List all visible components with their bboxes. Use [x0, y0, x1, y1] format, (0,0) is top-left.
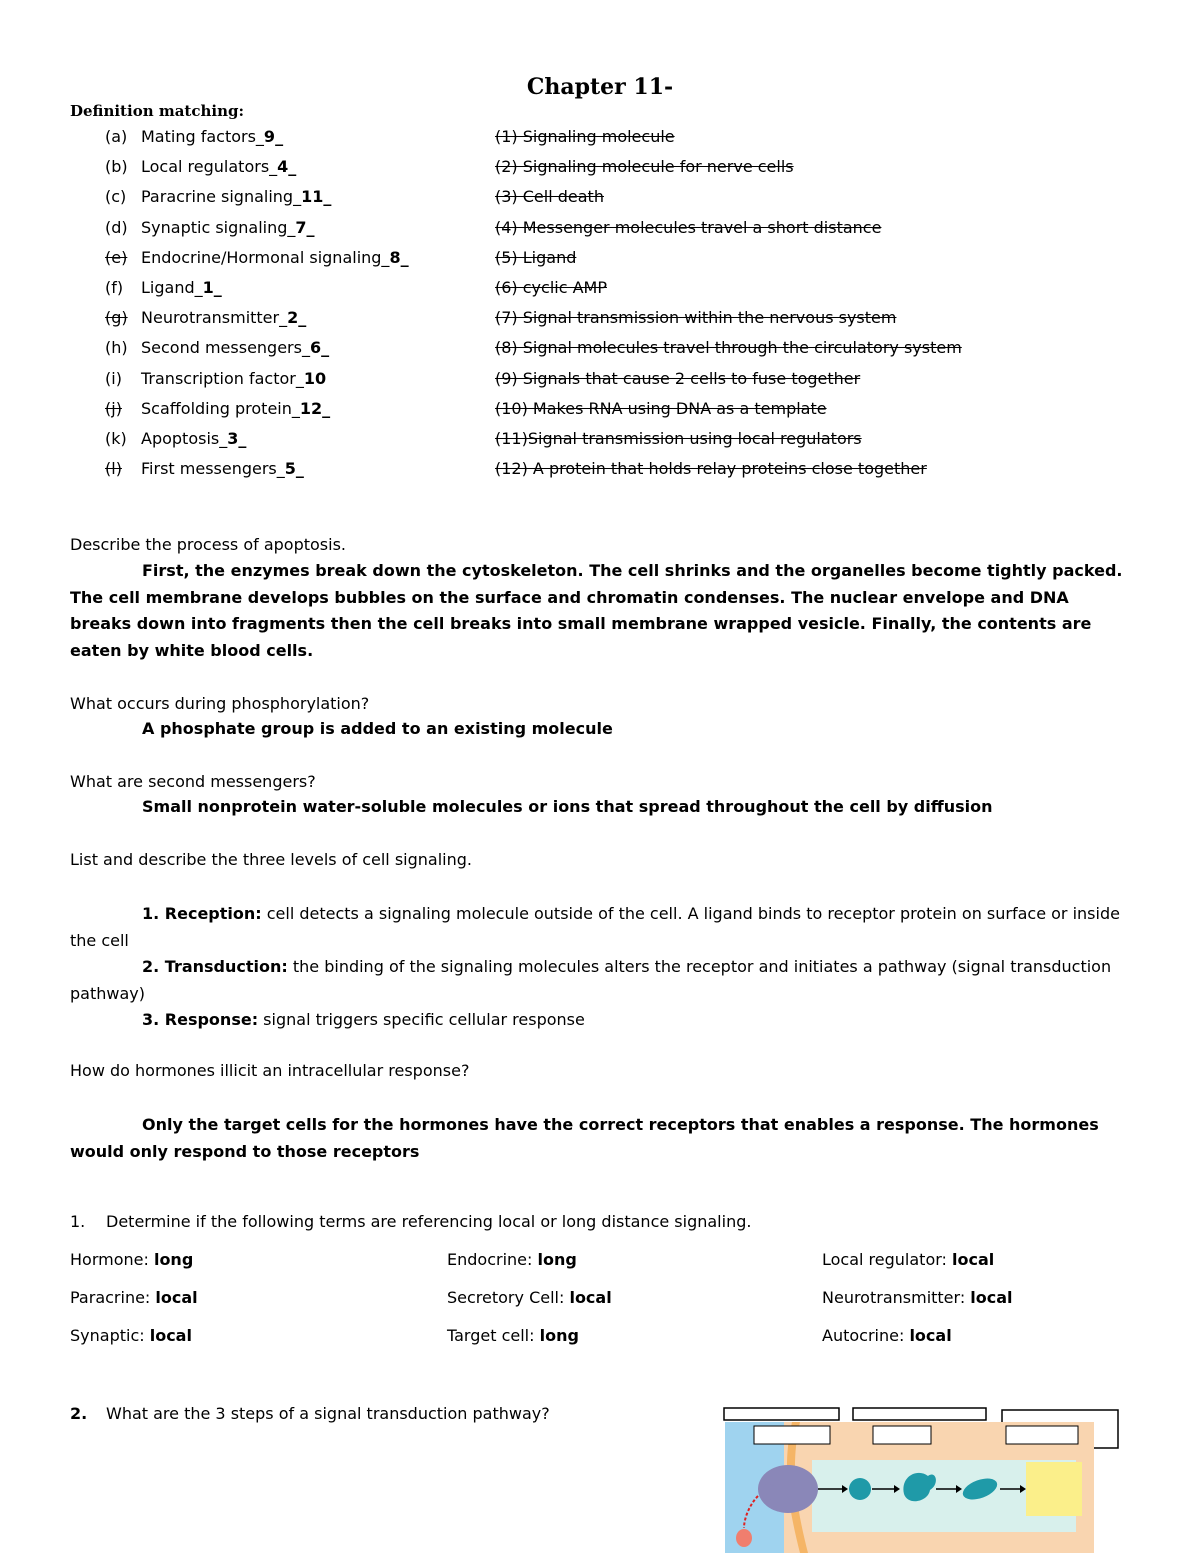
matching-row: [0, 399, 1200, 427]
matching-row: [0, 459, 1200, 487]
signaling-term: Synaptic: local: [70, 1326, 192, 1345]
matching-row: [0, 278, 1200, 306]
matching-term: Paracrine signaling_11_: [141, 187, 332, 207]
section-label: Definition matching:: [70, 102, 245, 120]
signaling-term: Target cell: long: [447, 1326, 579, 1345]
matching-term: Synaptic signaling_7_: [141, 217, 315, 237]
matching-definition: (12) A protein that holds relay proteins close together: [495, 459, 927, 479]
matching-letter: (l): [105, 459, 122, 479]
level-2-label: 2. Transduction:: [142, 957, 288, 976]
matching-answer: 4: [277, 157, 289, 177]
matching-row: [0, 127, 1200, 155]
level-2: 2. Transduction: the binding of the signaling molecules alters the receptor and initiates a pathway (signal transduction pathway): [70, 957, 1112, 1003]
level-3-label: 3. Response:: [142, 1010, 259, 1029]
matching-letter: (c): [105, 187, 127, 207]
matching-row: [0, 218, 1200, 246]
label-box-response[interactable]: [1006, 1426, 1078, 1444]
answer-second-messengers: Small nonprotein water-soluble molecules or ions that spread throughout the cell by diffusion: [142, 797, 993, 816]
matching-answer: 3: [227, 429, 239, 448]
matching-row: [0, 308, 1200, 336]
matching-definition: (6) cyclic AMP: [495, 278, 607, 297]
matching-term: Neurotransmitter_2_: [141, 308, 307, 328]
answer-apoptosis: First, the enzymes break down the cytoskeleton. The cell shrinks and the organelles become tightly packed. The cell membrane develops bubbles on the surface and chromatin condenses. The nuclear envelope and DNA breaks down into fragments then the cell breaks into small membrane wrapped vesicle. Finally, the contents are eaten by white blood cells.: [70, 561, 1123, 660]
matching-answer: 12: [299, 398, 323, 418]
matching-row: [0, 187, 1200, 215]
matching-term: Endocrine/Hormonal signaling_8_: [141, 247, 409, 267]
blank-box-reception-outline: [724, 1408, 839, 1420]
matching-answer: 9: [263, 127, 276, 146]
matching-letter: (d): [105, 217, 128, 237]
matching-definition: (9) Signals that cause 2 cells to fuse together: [495, 368, 861, 388]
ligand-molecule: [736, 1529, 752, 1547]
signaling-value: local: [155, 1288, 198, 1307]
matching-letter: (g): [105, 308, 128, 328]
level-1: 1. Reception: cell detects a signaling molecule outside of the cell. A ligand binds to receptor protein on surface or inside the cell: [70, 904, 1120, 950]
matching-definition: (3) Cell death: [495, 187, 604, 207]
signaling-value: local: [149, 1326, 192, 1345]
matching-answer: 7: [295, 217, 307, 237]
matching-answer: 1: [202, 278, 214, 297]
question-1-number: 1.: [70, 1212, 86, 1231]
matching-answer: 11: [301, 187, 324, 207]
blank-box-transduction-outline: [853, 1408, 986, 1420]
matching-answer: 5: [284, 459, 296, 479]
matching-term: Transcription factor_10: [141, 368, 327, 388]
signaling-term: Endocrine: long: [447, 1250, 577, 1269]
question-apoptosis: Describe the process of apoptosis.: [70, 535, 346, 554]
level-1-label: 1. Reception:: [142, 904, 262, 923]
question-hormones: How do hormones illicit an intracellular response?: [70, 1061, 470, 1080]
label-box-transduction[interactable]: [873, 1426, 931, 1444]
question-2-number: 2.: [70, 1404, 88, 1423]
matching-term: Mating factors_9_: [141, 127, 284, 146]
matching-definition: (10) Makes RNA using DNA as a template: [495, 398, 827, 418]
label-box-reception[interactable]: [754, 1426, 830, 1444]
receptor-binding-site: [759, 1484, 777, 1500]
matching-definition: (5) Ligand: [495, 247, 577, 267]
matching-term: Apoptosis_3_: [141, 429, 247, 448]
signaling-value: local: [970, 1288, 1013, 1307]
signaling-value: local: [952, 1250, 995, 1269]
matching-term: Second messengers_6_: [141, 338, 330, 358]
matching-definition: (11)Signal transmission using local regulators: [495, 429, 862, 448]
answer-phosphorylation: A phosphate group is added to an existing molecule: [142, 719, 613, 738]
signaling-term: Local regulator: local: [822, 1250, 995, 1269]
matching-term: First messengers_5_: [141, 459, 304, 479]
relay-molecule-1: [849, 1478, 871, 1500]
matching-term: Scaffolding protein_12_: [141, 398, 331, 418]
matching-answer: 6: [309, 338, 322, 358]
matching-letter: (a): [105, 127, 128, 146]
signaling-value: local: [569, 1288, 612, 1307]
matching-letter: (b): [105, 157, 128, 177]
matching-answer: 2: [287, 308, 299, 328]
matching-term: Ligand_1_: [141, 278, 222, 297]
question-phosphorylation: What occurs during phosphorylation?: [70, 694, 370, 713]
answer-hormones: Only the target cells for the hormones have the correct receptors that enables a response. The hormones would only respond to those receptors: [70, 1115, 1099, 1161]
question-1-text: Determine if the following terms are referencing local or long distance signaling.: [106, 1212, 752, 1231]
matching-row: [0, 338, 1200, 366]
matching-letter: (j): [105, 398, 122, 418]
level-3: 3. Response: signal triggers specific cellular response: [142, 1010, 585, 1029]
matching-letter: (f): [105, 278, 124, 297]
matching-row: [0, 369, 1200, 397]
signaling-term: Hormone: long: [70, 1250, 194, 1269]
matching-definition: (2) Signaling molecule for nerve cells: [495, 157, 794, 177]
signaling-term: Secretory Cell: local: [447, 1288, 612, 1307]
matching-row: [0, 429, 1200, 457]
question-2-text: What are the 3 steps of a signal transduction pathway?: [106, 1404, 550, 1423]
signaling-value: long: [153, 1250, 194, 1269]
matching-letter: (h): [105, 338, 128, 358]
response-box: [1026, 1462, 1082, 1516]
signaling-value: long: [539, 1326, 579, 1345]
matching-definition: (8) Signal molecules travel through the circulatory system: [495, 338, 962, 358]
matching-letter: (k): [105, 429, 127, 448]
matching-letter: (e): [105, 247, 128, 267]
matching-definition: (4) Messenger molecules travel a short distance: [495, 217, 882, 237]
signaling-term: Autocrine: local: [822, 1326, 952, 1345]
signaling-term: Paracrine: local: [70, 1288, 198, 1307]
matching-answer: 10: [303, 368, 327, 388]
matching-definition: (7) Signal transmission within the nervous system: [495, 308, 897, 328]
question-second-messengers: What are second messengers?: [70, 772, 316, 791]
matching-row: [0, 248, 1200, 276]
matching-term: Local regulators_4_: [141, 157, 297, 177]
page-title: Chapter 11-: [526, 74, 674, 100]
matching-answer: 8: [389, 247, 401, 267]
signaling-value: local: [909, 1326, 952, 1345]
matching-definition: (1) Signaling molecule: [495, 127, 675, 146]
signal-transduction-diagram: [722, 1406, 1122, 1553]
question-levels: List and describe the three levels of cell signaling.: [70, 850, 472, 869]
matching-letter: (i): [105, 368, 122, 388]
matching-row: [0, 157, 1200, 185]
signaling-value: long: [537, 1250, 577, 1269]
signaling-term: Neurotransmitter: local: [822, 1288, 1013, 1307]
